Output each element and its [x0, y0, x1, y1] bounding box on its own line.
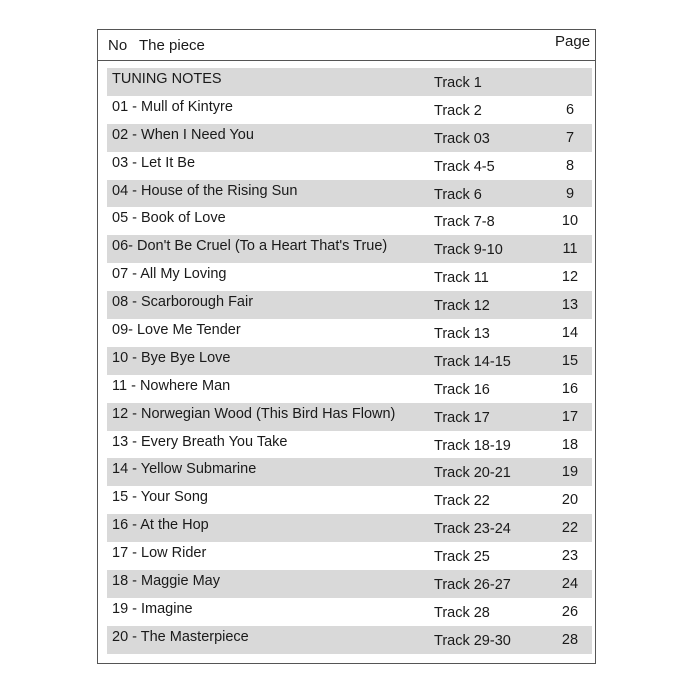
page-number: 6 — [565, 101, 575, 118]
piece-title: 14 - Yellow Submarine — [112, 461, 257, 478]
piece-title: 05 - Book of Love — [112, 210, 226, 227]
piece-title: 07 - All My Loving — [112, 266, 227, 283]
piece-title: 08 - Scarborough Fair — [112, 294, 254, 311]
track-number: Track 18-19 — [434, 437, 511, 454]
page-number: 18 — [561, 436, 579, 453]
track-number: Track 11 — [434, 270, 489, 287]
page-number: 7 — [565, 129, 575, 146]
table-row — [107, 291, 592, 319]
piece-title: 09- Love Me Tender — [112, 322, 241, 339]
piece-title: 11 - Nowhere Man — [112, 377, 231, 394]
page-number: 22 — [561, 520, 579, 537]
table-row — [107, 542, 592, 570]
piece-title: 18 - Maggie May — [112, 573, 220, 590]
piece-title: 17 - Low Rider — [112, 545, 207, 562]
track-number: Track 14-15 — [434, 353, 511, 370]
track-number: Track 16 — [434, 381, 490, 398]
table-row — [107, 235, 592, 263]
page-number: 14 — [561, 325, 579, 342]
page-number: 12 — [561, 269, 579, 286]
piece-title: 02 - When I Need You — [112, 126, 254, 143]
table-row — [107, 152, 592, 180]
page-number: 19 — [561, 464, 579, 481]
page-number: 8 — [565, 157, 575, 174]
table-row — [107, 263, 592, 291]
page-number: 11 — [562, 241, 578, 258]
track-number: Track 20-21 — [434, 465, 511, 482]
header-piece: The piece — [139, 37, 205, 54]
piece-title: 01 - Mull of Kintyre — [112, 98, 233, 115]
page-number: 23 — [561, 548, 579, 565]
page-number: 16 — [561, 380, 579, 397]
page-number: 28 — [561, 631, 579, 648]
table-header — [98, 30, 595, 61]
track-number: Track 13 — [434, 326, 490, 343]
table-row — [107, 598, 592, 626]
track-number: Track 25 — [434, 549, 490, 566]
track-number: Track 23-24 — [434, 521, 511, 538]
piece-title: 06- Don't Be Cruel (To a Heart That's True) — [112, 238, 388, 255]
table-row — [107, 431, 592, 459]
track-number: Track 26-27 — [434, 577, 511, 594]
header-page: Page — [555, 33, 591, 50]
piece-title: 19 - Imagine — [112, 600, 193, 617]
table-row — [107, 180, 592, 208]
track-number: Track 28 — [434, 604, 490, 621]
piece-title: 13 - Every Breath You Take — [112, 433, 288, 450]
page-number: 9 — [565, 185, 575, 202]
table-row — [107, 347, 592, 375]
piece-title: TUNING NOTES — [112, 71, 222, 87]
page-number: 13 — [561, 297, 579, 314]
table-row — [107, 403, 592, 431]
header-no: No — [108, 37, 128, 54]
track-number: Track 2 — [434, 102, 482, 119]
track-number: Track 1 — [434, 75, 482, 91]
page-number: 26 — [561, 603, 579, 620]
table-row — [107, 124, 592, 152]
table-row — [107, 514, 592, 542]
table-body — [107, 68, 592, 654]
table-row — [107, 207, 592, 235]
track-list-table — [97, 29, 596, 664]
piece-title: 10 - Bye Bye Love — [112, 349, 231, 366]
piece-title: 20 - The Masterpiece — [112, 628, 249, 645]
table-row — [107, 458, 592, 486]
piece-title: 15 - Your Song — [112, 489, 208, 506]
track-number: Track 03 — [434, 130, 490, 147]
piece-title: 12 - Norwegian Wood (This Bird Has Flown) — [112, 405, 396, 422]
table-row — [107, 96, 592, 124]
piece-title: 04 - House of the Rising Sun — [112, 182, 298, 199]
table-row — [107, 375, 592, 403]
page-number: 15 — [561, 352, 579, 369]
track-number: Track 7-8 — [434, 214, 495, 231]
track-number: Track 6 — [434, 186, 482, 203]
track-number: Track 17 — [434, 409, 490, 426]
page-number: 20 — [561, 492, 579, 509]
track-number: Track 9-10 — [434, 242, 503, 259]
track-number: Track 29-30 — [434, 632, 511, 649]
piece-title: 16 - At the Hop — [112, 517, 209, 534]
track-number: Track 4-5 — [434, 158, 495, 175]
piece-title: 03 - Let It Be — [112, 154, 196, 171]
table-row — [107, 68, 592, 96]
table-row — [107, 570, 592, 598]
page-number: 17 — [561, 408, 579, 425]
page-number: 10 — [561, 213, 579, 230]
track-number: Track 12 — [434, 298, 490, 315]
track-number: Track 22 — [434, 493, 490, 510]
table-row — [107, 319, 592, 347]
page-number: 24 — [561, 576, 579, 593]
table-row — [107, 626, 592, 654]
table-row — [107, 486, 592, 514]
